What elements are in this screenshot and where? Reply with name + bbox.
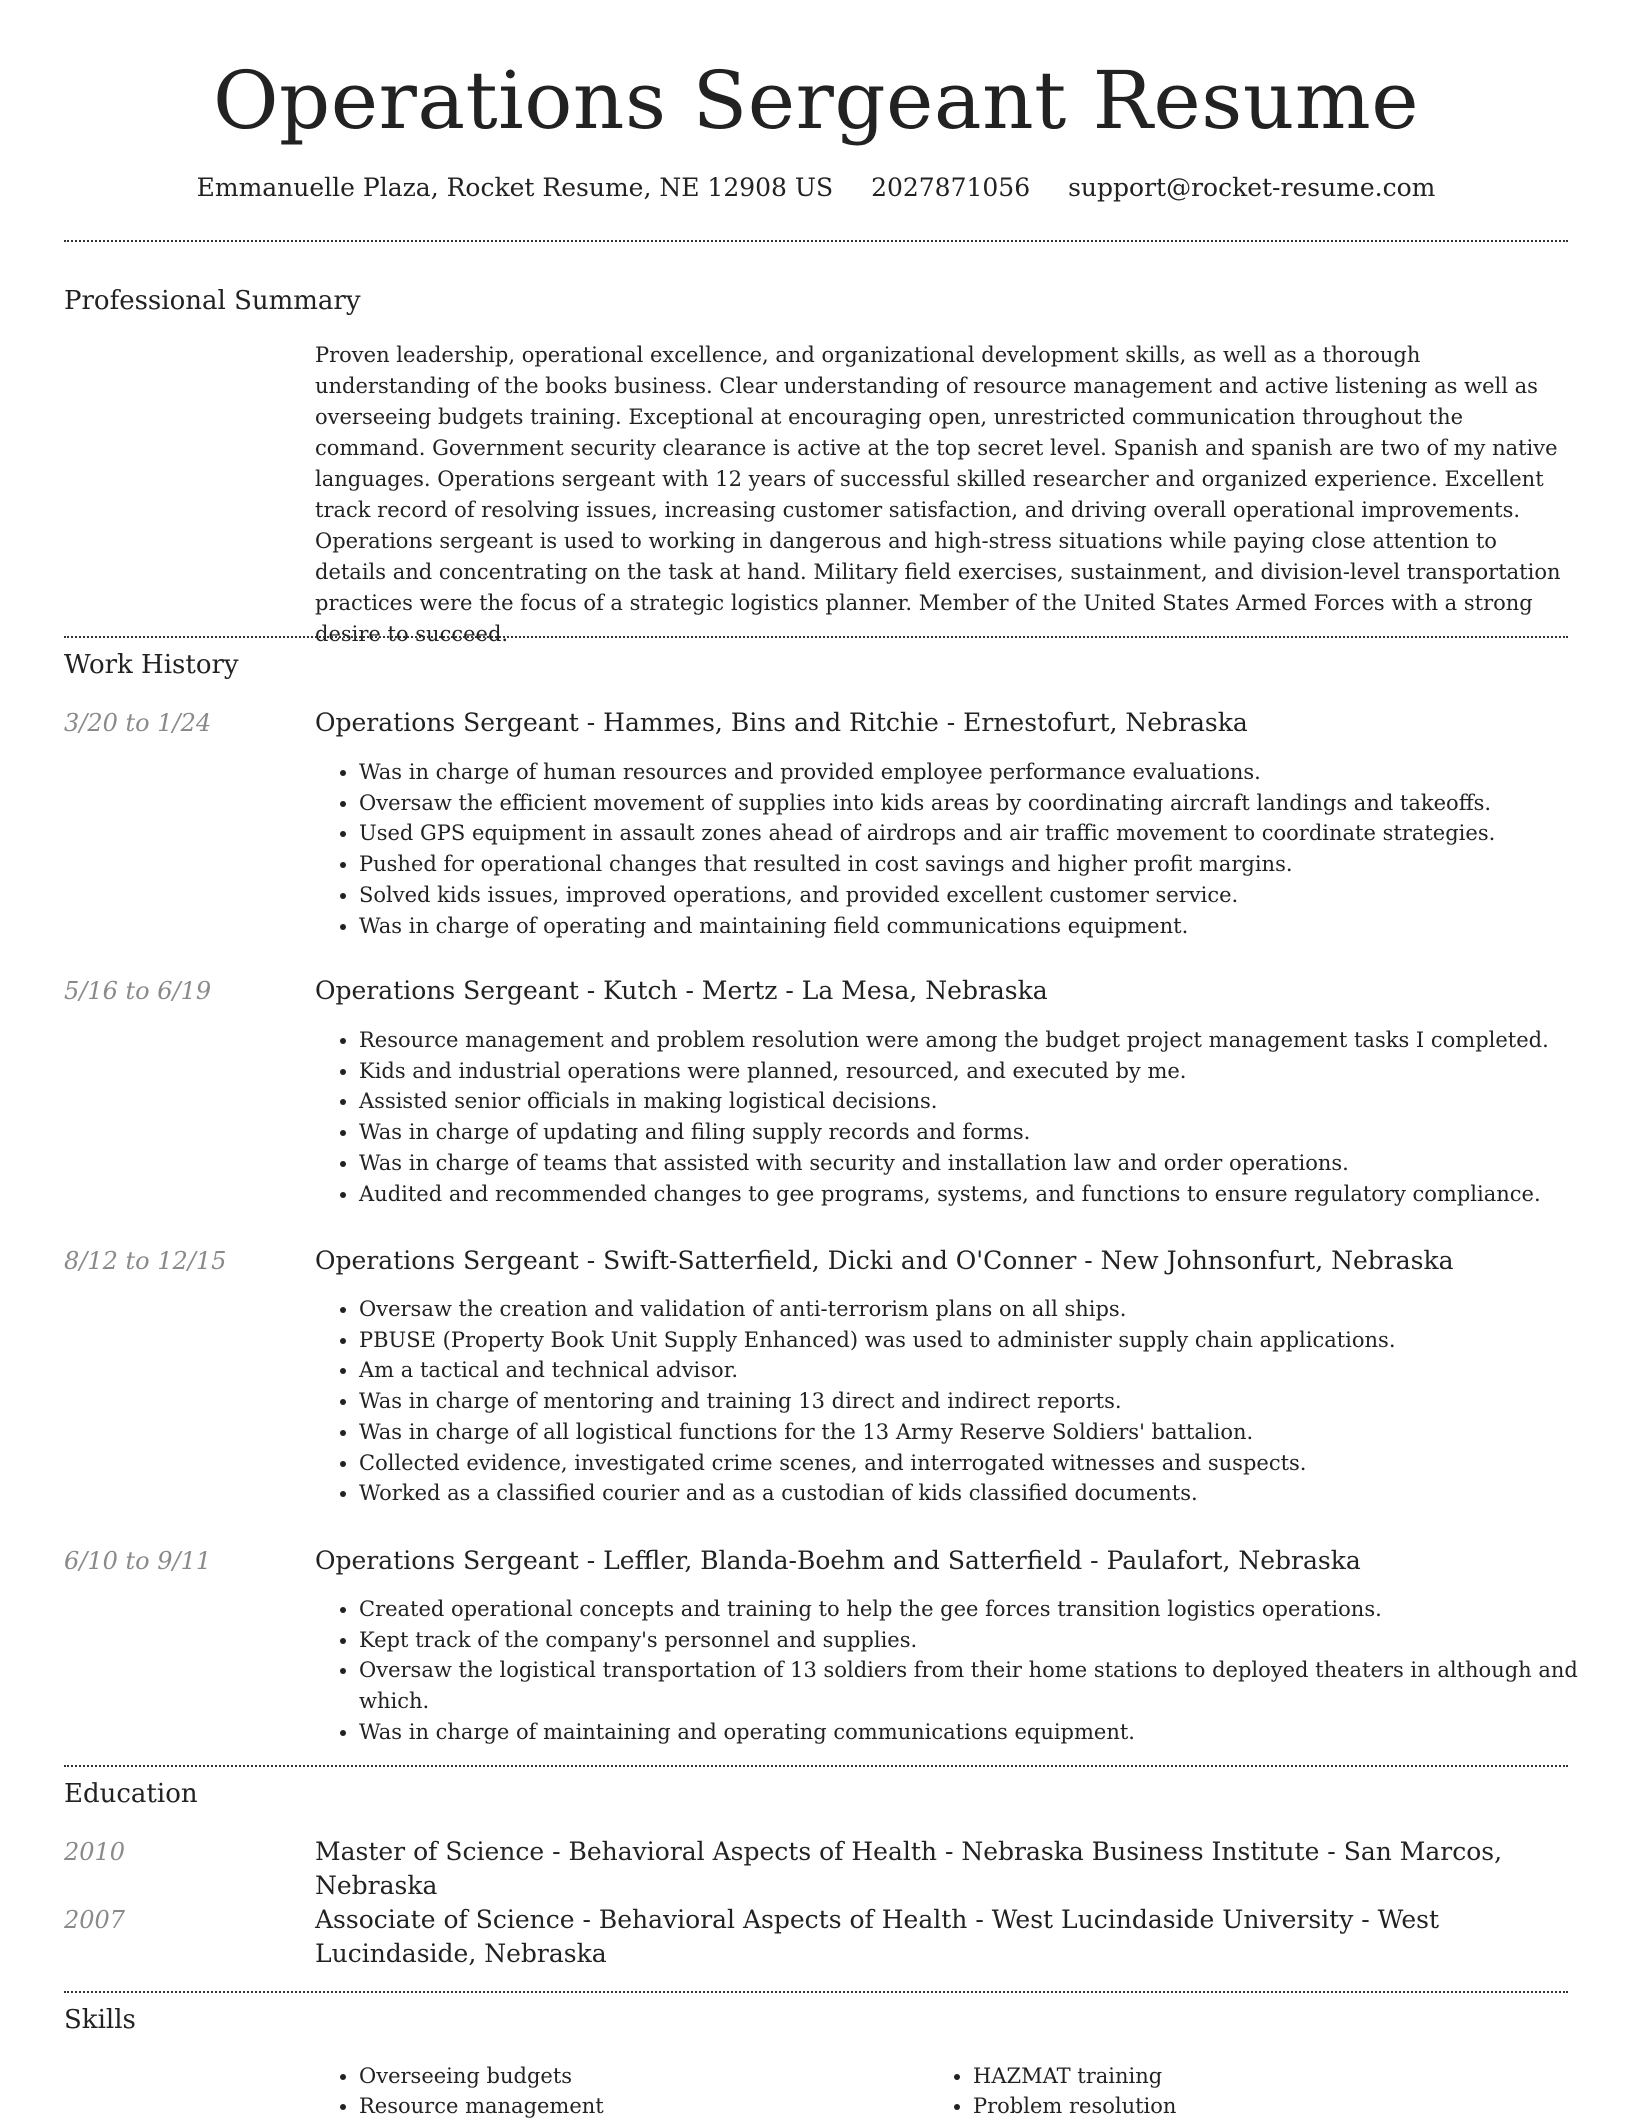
section-divider <box>64 1991 1568 1993</box>
education-entry: Associate of Science - Behavioral Aspects of Health - West Lucindaside University - West Lucindaside, Nebraska <box>315 1905 1439 1968</box>
job-duties-list <box>315 1294 1609 1509</box>
job-duty: • Oversaw the efficient movement of supplies into kids areas by coordinating aircraft landings and takeoffs. <box>359 788 1609 819</box>
job-duty: • Assisted senior officials in making logistical decisions. <box>359 1086 1609 1117</box>
job-duty: • Kept track of the company's personnel and supplies. <box>359 1625 1609 1656</box>
skills-list-right <box>929 2061 1533 2121</box>
skill-item: • HAZMAT training <box>973 2061 1533 2091</box>
section-divider <box>64 240 1568 242</box>
contact-address: Emmanuelle Plaza, Rocket Resume, NE 12908 US <box>196 173 834 202</box>
job-dates: 5/16 to 6/19 <box>64 977 212 1005</box>
job-duty: • Collected evidence, investigated crime scenes, and interrogated witnesses and suspects. <box>359 1448 1609 1479</box>
job-duty: • Kids and industrial operations were planned, resourced, and executed by me. <box>359 1056 1609 1087</box>
job-title: Operations Sergeant - Hammes, Bins and Ritchie - Ernestofurt, Nebraska <box>315 708 1248 737</box>
job-duties-list <box>315 1025 1609 1209</box>
contact-email: support@rocket-resume.com <box>1068 173 1436 202</box>
contact-line <box>0 170 1632 206</box>
section-divider <box>64 1765 1568 1767</box>
job-dates: 8/12 to 12/15 <box>64 1247 227 1275</box>
skills-heading: Skills <box>64 2005 136 2035</box>
job-duty: • Oversaw the logistical transportation of 13 soldiers from their home stations to deployed theaters in although and which. <box>359 1655 1609 1716</box>
education-year: 2010 <box>64 1838 126 1866</box>
job-duty: • PBUSE (Property Book Unit Supply Enhanced) was used to administer supply chain applications. <box>359 1325 1609 1356</box>
education-entry: Master of Science - Behavioral Aspects of Health - Nebraska Business Institute - San Marcos, Nebraska <box>315 1837 1503 1900</box>
job-dates: 3/20 to 1/24 <box>64 709 212 737</box>
job-duty: • Was in charge of all logistical functions for the 13 Army Reserve Soldiers' battalion. <box>359 1417 1609 1448</box>
skills-list-left <box>315 2061 919 2121</box>
job-duties-list <box>315 1594 1609 1748</box>
job-duty: • Oversaw the creation and validation of anti-terrorism plans on all ships. <box>359 1294 1609 1325</box>
contact-phone: 2027871056 <box>871 173 1031 202</box>
section-divider <box>64 636 1568 638</box>
education-heading: Education <box>64 1779 198 1809</box>
job-title: Operations Sergeant - Swift-Satterfield, Dicki and O'Conner - New Johnsonfurt, Nebraska <box>315 1246 1454 1275</box>
job-duty: • Pushed for operational changes that resulted in cost savings and higher profit margins. <box>359 849 1609 880</box>
job-duty: • Solved kids issues, improved operations, and provided excellent customer service. <box>359 880 1609 911</box>
resume-title: Operations Sergeant Resume <box>212 54 1420 147</box>
job-duty: • Was in charge of maintaining and operating communications equipment. <box>359 1717 1609 1748</box>
job-duty: • Worked as a classified courier and as a custodian of kids classified documents. <box>359 1478 1609 1509</box>
skill-item: • Resource management <box>359 2091 919 2121</box>
job-duty: • Audited and recommended changes to gee programs, systems, and functions to ensure regulatory compliance. <box>359 1179 1609 1210</box>
job-title: Operations Sergeant - Kutch - Mertz - La Mesa, Nebraska <box>315 976 1048 1005</box>
job-duty: • Created operational concepts and training to help the gee forces transition logistics operations. <box>359 1594 1609 1625</box>
job-duty: • Was in charge of human resources and provided employee performance evaluations. <box>359 757 1609 788</box>
job-duty: • Was in charge of updating and filing supply records and forms. <box>359 1117 1609 1148</box>
job-duty: • Resource management and problem resolution were among the budget project management tasks I completed. <box>359 1025 1609 1056</box>
job-duty: • Was in charge of teams that assisted with security and installation law and order operations. <box>359 1148 1609 1179</box>
work-history-heading: Work History <box>64 650 239 680</box>
job-duties-list <box>315 757 1609 941</box>
job-title: Operations Sergeant - Leffler, Blanda-Boehm and Satterfield - Paulafort, Nebraska <box>315 1546 1361 1575</box>
skill-item: • Problem resolution <box>973 2091 1533 2121</box>
job-duty: • Was in charge of mentoring and training 13 direct and indirect reports. <box>359 1386 1609 1417</box>
skill-item: • Overseeing budgets <box>359 2061 919 2091</box>
education-year: 2007 <box>64 1906 126 1934</box>
job-duty: • Am a tactical and technical advisor. <box>359 1355 1609 1386</box>
job-duty: • Was in charge of operating and maintaining field communications equipment. <box>359 911 1609 942</box>
summary-text: Proven leadership, operational excellence, and organizational development skills, as well as a thorough understanding of the books business. Clear understanding of resource management and active listening as well as overseeing budgets training. Exceptional at encouraging open, unrestricted communication throughout the command. Government security clearance is active at the top secret level. Spanish and spanish are two of my native languages. Operations sergeant with 12 years of successful skilled researcher and organized experience. Excellent track record of resolving issues, increasing customer satisfaction, and driving overall operational improvements. Operations sergeant is used to working in dangerous and high-stress situations while paying close attention to details and concentrating on the task at hand. Military field exercises, sustainment, and division-level transportation practices were the focus of a strategic logistics planner. Member of the United States Armed Forces with a strong desire to succeed. <box>315 343 1561 646</box>
job-duty: • Used GPS equipment in assault zones ahead of airdrops and air traffic movement to coordinate strategies. <box>359 818 1609 849</box>
summary-heading: Professional Summary <box>64 286 361 316</box>
job-dates: 6/10 to 9/11 <box>64 1547 212 1575</box>
